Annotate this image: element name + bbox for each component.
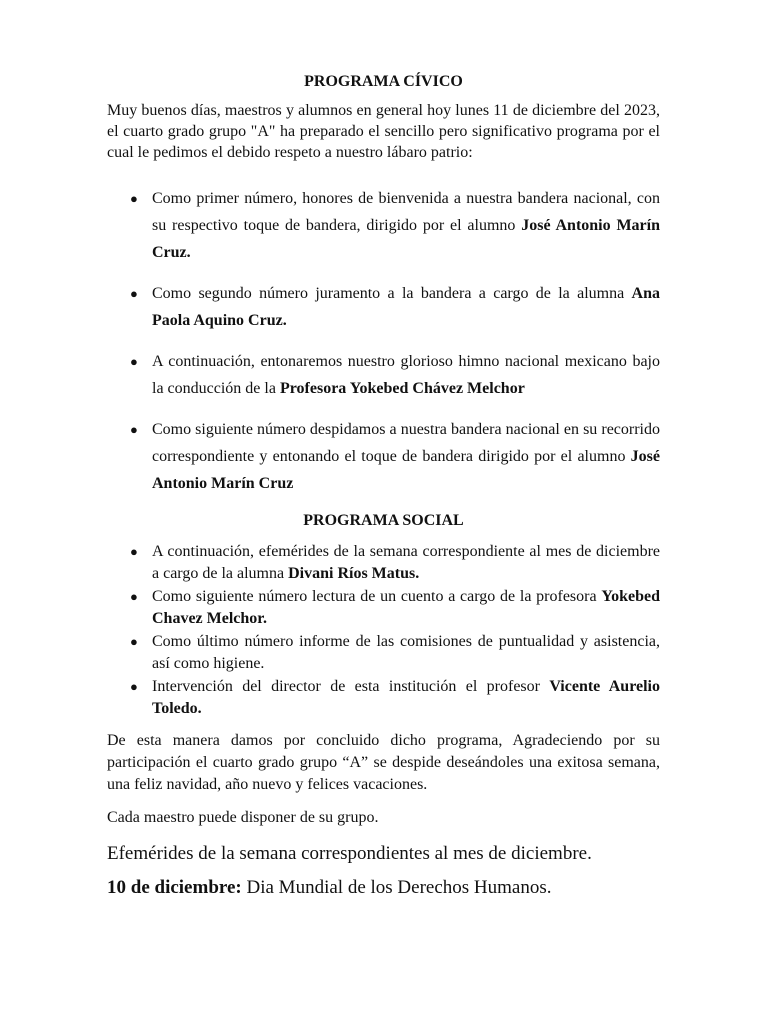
civic-program-list — [107, 185, 660, 497]
list-item: ● A continuación, entonaremos nuestro glorioso himno nacional mexicano bajo la conducción de la Profesora Yokebed Chávez Melchor — [107, 348, 660, 402]
title-social: PROGRAMA SOCIAL — [303, 512, 464, 529]
bullet-icon: ● — [130, 422, 138, 437]
bullet-icon: ● — [130, 354, 138, 369]
efemerides-title: Efemérides de la semana correspondientes al mes de diciembre. — [107, 843, 592, 864]
bullet-icon: ● — [130, 634, 138, 649]
document-page — [107, 72, 660, 900]
intro-paragraph: Muy buenos días, maestros y alumnos en general hoy lunes 11 de diciembre del 2023, el cuarto grado grupo "A" ha preparado el sencillo pero significativo programa por el cual le pedimos el debido respeto a nuestro lábaro patrio: — [107, 102, 660, 161]
note-paragraph: Cada maestro puede disponer de su grupo. — [107, 809, 379, 826]
title-civic: PROGRAMA CÍVICO — [304, 73, 463, 90]
list-item: ● Como último número informe de las comisiones de puntualidad y asistencia, así como higiene. — [130, 633, 660, 672]
bullet-icon: ● — [130, 589, 138, 604]
bullet-icon: ● — [130, 679, 138, 694]
bullet-icon: ● — [130, 191, 138, 206]
list-item: ● Como primer número, honores de bienvenida a nuestra bandera nacional, con su respectivo toque de bandera, dirigido por el alumno José Antonio Marín Cruz. — [107, 185, 660, 266]
efemerides-date: 10 de diciembre: — [107, 877, 242, 898]
social-program-list — [107, 541, 660, 720]
list-item: ● A continuación, efemérides de la semana correspondiente al mes de diciembre a cargo de la alumna Divani Ríos Matus. — [130, 543, 660, 582]
closing-paragraph: De esta manera damos por concluido dicho programa, Agradeciendo por su participación el cuarto grado grupo “A” se despide deseándoles una exitosa semana, una feliz navidad, año nuevo y felices vacaciones. — [107, 732, 660, 793]
efemerides-item — [107, 876, 660, 900]
bullet-icon: ● — [130, 286, 138, 301]
list-item: ● Intervención del director de esta institución el profesor Vicente Aurelio Toledo. — [130, 678, 661, 717]
list-item: ● Como siguiente número despidamos a nuestra bandera nacional en su recorrido correspondiente y entonando el toque de bandera dirigido por el alumno José Antonio Marín Cruz — [107, 416, 660, 497]
efemerides-event: Dia Mundial de los Derechos Humanos. — [241, 877, 552, 898]
list-item: ● Como siguiente número lectura de un cuento a cargo de la profesora Yokebed Chavez Melchor. — [130, 588, 660, 627]
bullet-icon: ● — [130, 544, 138, 559]
list-item: ● Como segundo número juramento a la bandera a cargo de la alumna Ana Paola Aquino Cruz. — [107, 280, 660, 334]
